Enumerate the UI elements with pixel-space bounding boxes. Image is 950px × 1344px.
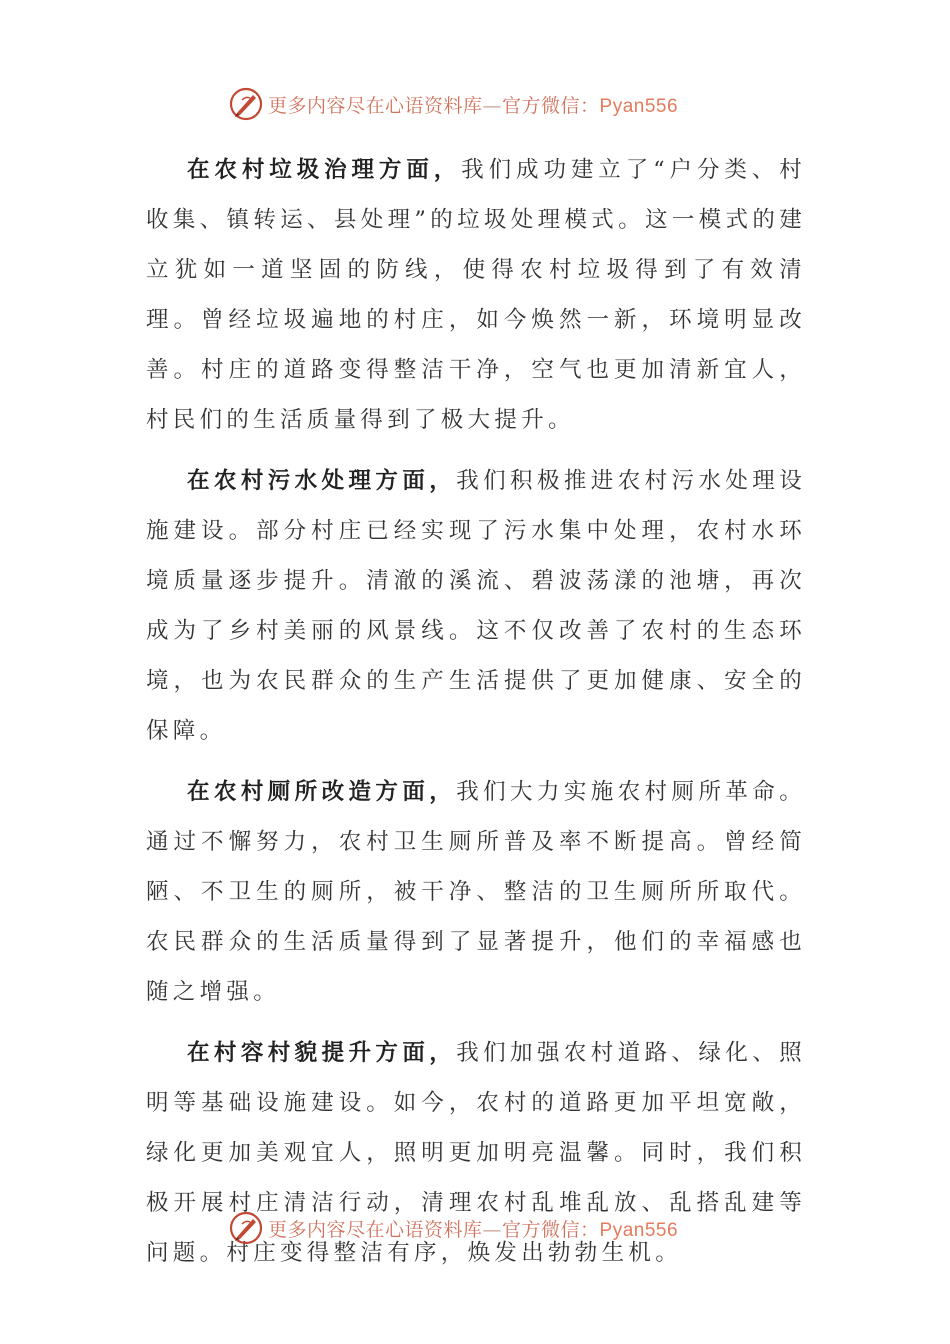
footer-separator: — [482, 1218, 503, 1241]
paragraph-toilet [146, 767, 806, 1017]
paragraph-text: 我们积极推进农村污水处理设施建设。部分村庄已经实现了污水集中处理，农村水环境质量逐步提升。清澈的溪流、碧波荡漾的池塘，再次成为了乡村美丽的风景线。这不仅改善了农村的生态环境，也为农民群众的生产生活提供了更加健康、安全的保障。 [146, 468, 806, 744]
paragraph-garbage [146, 145, 806, 445]
paragraph-text: 我们成功建立了“户分类、村收集、镇转运、县处理”的垃圾处理模式。这一模式的建立犹如一道坚固的防线，使得农村垃圾得到了有效清理。曾经垃圾遍地的村庄，如今焕然一新，环境明显改善。村庄的道路变得整洁干净，空气也更加清新宜人，村民们的生活质量得到了极大提升。 [146, 157, 806, 433]
paragraph-text: 我们大力实施农村厕所革命。通过不懈努力，农村卫生厕所普及率不断提高。曾经简陋、不卫生的厕所，被干净、整洁的卫生厕所所取代。农民群众的生活质量得到了显著提升，他们的幸福感也随之增强。 [146, 779, 806, 1005]
header-site-text: 更多内容尽在心语资料库 [268, 94, 483, 117]
header-wechat-label: 官方微信： [502, 94, 600, 117]
paragraph-lead: 在村容村貌提升方面， [187, 1040, 457, 1066]
paragraph-lead: 在农村垃圾治理方面， [187, 157, 462, 183]
footer-wechat-label: 官方微信： [502, 1218, 600, 1241]
footer-wechat-id: Pyan556 [599, 1219, 679, 1241]
header-separator: — [482, 94, 503, 117]
footer-banner [228, 1208, 748, 1248]
footer-banner-text [268, 1215, 678, 1242]
paragraph-lead: 在农村厕所改造方面， [187, 779, 457, 805]
paragraph-sewage [146, 456, 806, 756]
pen-logo-icon [228, 86, 264, 122]
header-banner-text [268, 91, 678, 118]
paragraph-lead: 在农村污水处理方面， [187, 468, 457, 494]
footer-site-text: 更多内容尽在心语资料库 [268, 1218, 483, 1241]
document-body [146, 145, 806, 1289]
header-banner [228, 84, 748, 124]
header-wechat-id: Pyan556 [599, 95, 679, 117]
pen-logo-icon [228, 1210, 264, 1246]
paragraph-text: 我们加强农村道路、绿化、照明等基础设施建设。如今，农村的道路更加平坦宽敞，绿化更加美观宜人，照明更加明亮温馨。同时，我们积极开展村庄清洁行动，清理农村乱堆乱放、乱搭乱建等问题。村庄变得整洁有序，焕发出勃勃生机。 [146, 1040, 806, 1266]
